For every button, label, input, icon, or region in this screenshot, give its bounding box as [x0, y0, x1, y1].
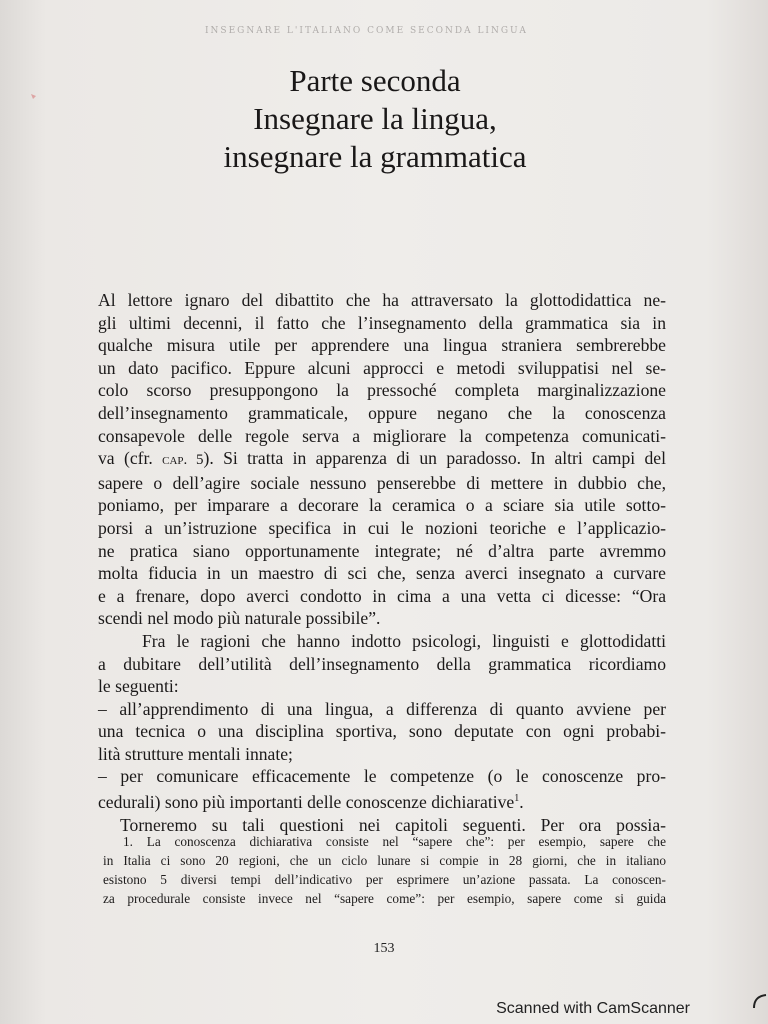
text-line: poniamo, per imparare a decorare la ceramica o a sciare sia utile sotto-	[98, 495, 666, 516]
text-line: colo scorso presuppongono la pressoché completa marginalizzazione	[98, 380, 666, 401]
page-curl-mark	[746, 992, 768, 1010]
body-text	[98, 289, 666, 836]
text-line: dell’insegnamento grammaticale, oppure negano che la conoscenza	[98, 402, 666, 423]
text-line: Al lettore ignaro del dibattito che ha attraversato la glottodidattica ne-	[98, 290, 666, 310]
text-line: qualche misura utile per apprendere una lingua straniera sembrerebbe	[98, 335, 666, 356]
paragraph-intro	[98, 289, 666, 630]
text-line: porsi a un’istruzione specifica in cui le nozioni teoriche e l’applicazio-	[98, 517, 666, 538]
part-label: Parte seconda	[289, 63, 461, 98]
text-fragment: cedurali) sono più importanti delle conoscenze dichiarative	[98, 791, 515, 812]
text-fragment: ). Si tratta in apparenza di un paradosso. In altri campi del	[203, 448, 666, 469]
text-line: molta fiducia in un maestro di sci che, senza averci insegnato a curvare	[98, 563, 666, 584]
text-line	[98, 447, 666, 472]
text-fragment: va (cfr.	[98, 448, 163, 469]
text-line: scendi nel modo più naturale possibile”.	[98, 608, 381, 629]
text-line: ne pratica siano opportunamente integrate; né d’altra parte avremmo	[98, 540, 666, 561]
paragraph-reasons	[98, 630, 666, 698]
part-title-line-2: insegnare la grammatica	[223, 139, 527, 174]
text-line: gli ultimi decenni, il fatto che l’insegnamento della grammatica sia in	[98, 312, 666, 333]
text-line: e a frenare, dopo averci condotto in cima a una vetta ci dicesse: “Ora	[98, 585, 666, 606]
chapter-cross-reference: cap. 5	[162, 452, 204, 469]
text-line: sapere o dell’agire sociale nessuno penserebbe di mettere in dubbio che,	[98, 472, 666, 493]
red-speck-mark	[30, 92, 38, 100]
list-item-line: – all’apprendimento di una lingua, a differenza di quanto avviene per	[98, 698, 666, 719]
footnote-line: in Italia ci sono 20 regioni, che un ciclo lunare si compie in 28 giorni, che in italiano	[103, 853, 666, 868]
page-number: 153	[373, 941, 395, 956]
scanner-watermark: Scanned with CamScanner	[496, 1000, 690, 1017]
part-title	[140, 62, 610, 176]
text-fragment: .	[519, 791, 524, 812]
running-head: INSEGNARE L'ITALIANO COME SECONDA LINGUA	[205, 26, 528, 36]
list-item-line: lità strutture mentali innate;	[98, 743, 293, 764]
list-item-line: una tecnica o una disciplina sportiva, sono deputate con ogni probabi-	[98, 721, 666, 742]
text-line: a dubitare dell’utilità dell’insegnamento della grammatica ricordiamo	[98, 653, 666, 674]
footnote-line: za procedurale consiste invece nel “sapere come”: per esempio, sapere come si guida	[103, 891, 666, 906]
text-line: le seguenti:	[98, 676, 179, 697]
footnote	[103, 832, 666, 908]
list-item-line: – per comunicare efficacemente le competenze (o le conoscenze pro-	[98, 766, 666, 787]
part-title-line-1: Insegnare la lingua,	[253, 101, 497, 136]
text-line: Fra le ragioni che hanno indotto psicologi, linguisti e glottodidatti	[142, 630, 666, 651]
text-line: Torneremo su tali questioni nei capitoli seguenti. Per ora possia-	[120, 814, 666, 835]
footnote-line: esistono 5 diversi tempi dell’indicativo per esprimere un’azione passata. La conoscen-	[103, 872, 666, 887]
text-line: consapevole delle regole serva a migliorare la competenza comunicati-	[98, 425, 666, 446]
text-line: un dato pacifico. Eppure alcuni approcci e metodi sviluppatisi nel se-	[98, 357, 666, 378]
list-item-line	[98, 788, 666, 813]
reasons-list	[98, 698, 666, 814]
footnote-line: 1. La conoscenza dichiarativa consiste nel “sapere che”: per esempio, sapere che	[123, 834, 666, 849]
footnote-marker: 1	[514, 793, 520, 805]
